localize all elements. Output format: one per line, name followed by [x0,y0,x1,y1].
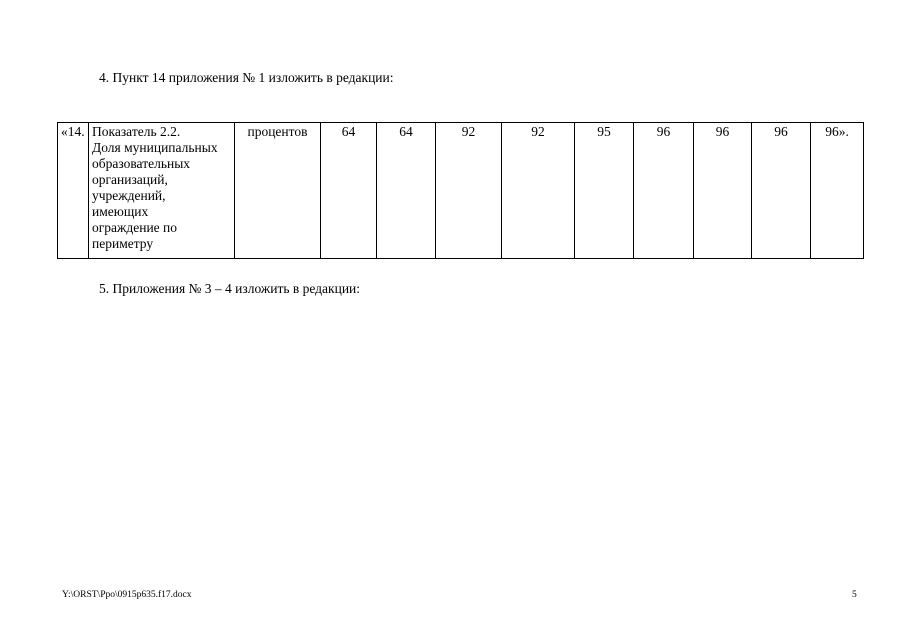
value-cell: 92 [502,123,575,259]
unit-cell: процентов [235,123,321,259]
value-cell: 96 [752,123,811,259]
indicator-name-cell [89,123,235,259]
value-cell: 96». [811,123,864,259]
row-number-cell: «14. [58,123,89,259]
table-row [58,123,864,259]
value-cell: 96 [634,123,694,259]
indicator-name-line: учреждений, [92,188,166,203]
page-number: 5 [852,590,857,600]
indicator-name-line: ограждение по [92,220,178,235]
value-cell: 64 [321,123,377,259]
indicator-name-line: Показатель 2.2. [92,124,181,139]
indicator-name-line: образовательных [92,156,191,171]
indicator-table [57,122,864,259]
value-cell: 64 [377,123,436,259]
indicator-name-line: организаций, [92,172,168,187]
indicator-name-line: имеющих [92,204,149,219]
value-cell: 96 [694,123,752,259]
value-cell: 95 [575,123,634,259]
value-cell: 92 [436,123,502,259]
indicator-name-line: периметру [92,236,154,251]
indicator-name-line: Доля муниципальных [92,140,218,155]
paragraph-5: 5. Приложения № 3 – 4 изложить в редакции: [99,281,361,296]
paragraph-4: 4. Пункт 14 приложения № 1 изложить в редакции: [99,70,394,85]
footer-file-path: Y:\ORST\Ppo\0915p635.f17.docx [62,590,192,600]
